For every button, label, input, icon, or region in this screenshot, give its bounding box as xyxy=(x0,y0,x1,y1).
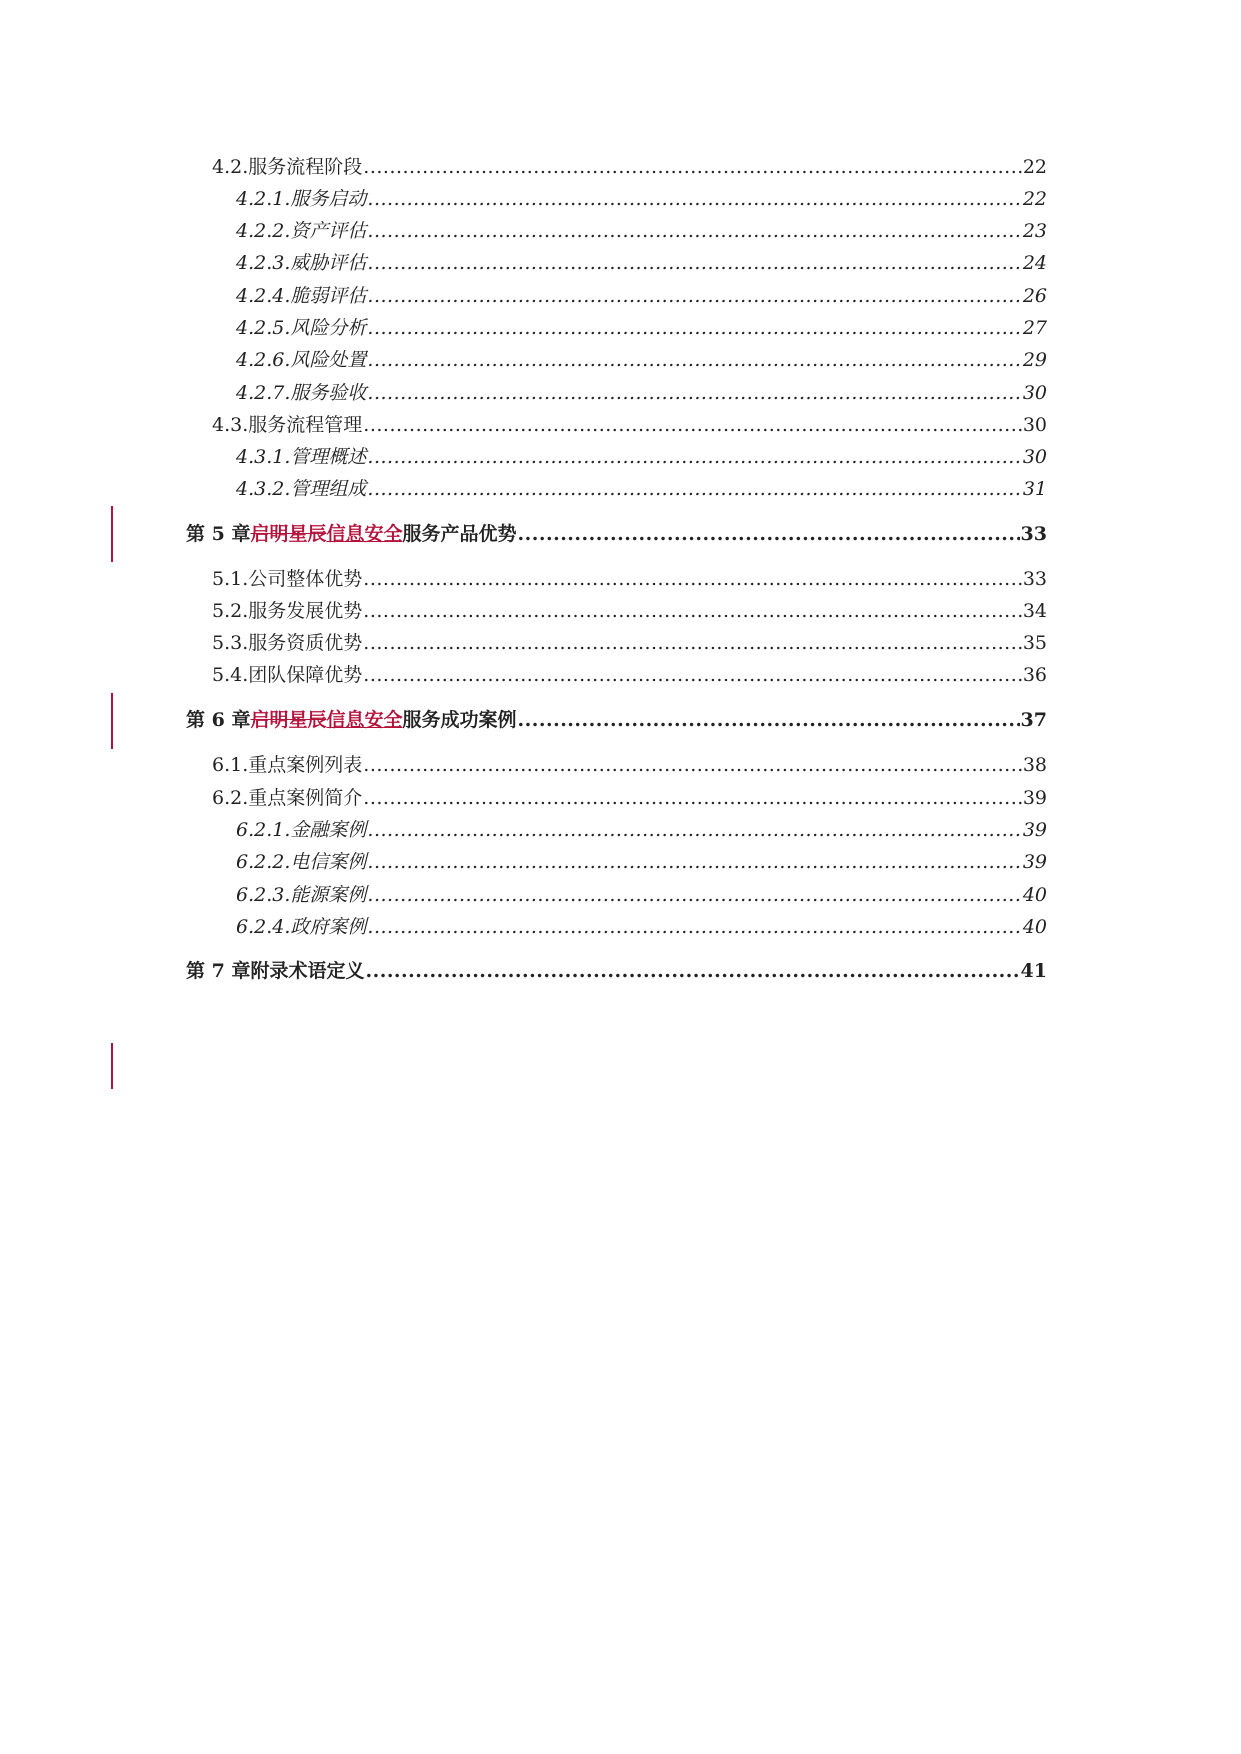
toc-entry-number: 6.2.4. xyxy=(236,916,291,938)
toc-entry-number: 6.2.1. xyxy=(236,819,291,841)
toc-entry-page: 39 xyxy=(1022,787,1047,809)
toc-entry-title: 资产评估 xyxy=(290,220,367,242)
revision-change-bar xyxy=(111,693,113,749)
deleted-text: 启明星辰 xyxy=(250,709,327,731)
toc-entry-number: 5.1. xyxy=(212,568,249,590)
toc-entry-number: 4.3. xyxy=(212,414,249,436)
toc-chapter-number: 第 7 章 xyxy=(186,960,251,982)
toc-leader-dots xyxy=(365,962,1019,981)
toc-entry-number: 4.2.4. xyxy=(236,285,291,307)
toc-entry[interactable] xyxy=(236,319,1047,338)
toc-entry-page: 39 xyxy=(1022,819,1047,841)
inserted-text: 信息安全 xyxy=(326,709,403,731)
toc-leader-dots xyxy=(367,222,1021,241)
toc-entry-title: 管理概述 xyxy=(290,446,367,468)
toc-entry-title: 团队保障优势 xyxy=(248,664,363,686)
toc-leader-dots xyxy=(367,853,1021,872)
toc-entry[interactable] xyxy=(236,222,1047,241)
toc-entry-title: 金融案例 xyxy=(290,819,367,841)
toc-entry-title: 能源案例 xyxy=(290,884,367,906)
toc-entry-page: 37 xyxy=(1020,709,1047,731)
toc-entry-number: 4.2.6. xyxy=(236,349,291,371)
toc-entry[interactable] xyxy=(236,351,1047,370)
toc-entry[interactable] xyxy=(212,416,1047,435)
toc-leader-dots xyxy=(363,158,1022,177)
toc-entry-page: 22 xyxy=(1022,156,1047,178)
toc-entry[interactable] xyxy=(212,756,1047,775)
toc-entry-title: 服务资质优势 xyxy=(248,632,363,654)
toc-entry-title: 重点案例简介 xyxy=(248,787,363,809)
toc-entry[interactable] xyxy=(236,384,1047,403)
toc-leader-dots xyxy=(367,886,1021,905)
toc-leader-dots xyxy=(367,480,1021,499)
toc-chapter-number: 第 6 章 xyxy=(186,709,251,731)
toc-leader-dots xyxy=(363,570,1022,589)
toc-leader-dots xyxy=(518,525,1020,544)
toc-leader-dots xyxy=(363,634,1022,653)
toc-entry-number: 4.2. xyxy=(212,156,249,178)
toc-entry-page: 22 xyxy=(1022,188,1047,210)
toc-entry-number: 4.2.7. xyxy=(236,382,291,404)
toc-chapter-number: 第 5 章 xyxy=(186,523,251,545)
toc-entry-number: 4.3.1. xyxy=(236,446,291,468)
toc-entry[interactable] xyxy=(236,853,1047,872)
toc-leader-dots xyxy=(367,254,1021,273)
toc-entry-page: 29 xyxy=(1022,349,1047,371)
toc-entry[interactable] xyxy=(212,634,1047,653)
toc-entry-page: 35 xyxy=(1022,632,1047,654)
toc-leader-dots xyxy=(367,821,1021,840)
toc-entry-number: 4.2.3. xyxy=(236,252,291,274)
revision-change-bar xyxy=(111,506,113,562)
toc-entry[interactable] xyxy=(236,480,1047,499)
toc-entry-title: 管理组成 xyxy=(290,478,367,500)
toc-entry-number: 4.3.2. xyxy=(236,478,291,500)
toc-leader-dots xyxy=(367,384,1021,403)
toc-entry-page: 26 xyxy=(1022,285,1047,307)
toc-leader-dots xyxy=(363,416,1022,435)
toc-leader-dots xyxy=(367,287,1021,306)
inserted-text: 信息安全 xyxy=(326,523,403,545)
toc-leader-dots xyxy=(363,789,1022,808)
toc-entry-page: 38 xyxy=(1022,754,1047,776)
toc-entry-number: 6.2.3. xyxy=(236,884,291,906)
revision-change-bar xyxy=(111,1043,113,1089)
toc-leader-dots xyxy=(518,711,1020,730)
toc-entry-page: 24 xyxy=(1022,252,1047,274)
toc-entry-page: 30 xyxy=(1022,446,1047,468)
toc-leader-dots xyxy=(363,756,1022,775)
toc-leader-dots xyxy=(363,602,1022,621)
toc-entry-number: 6.2. xyxy=(212,787,249,809)
toc-entry[interactable] xyxy=(212,570,1047,589)
toc-entry-number: 5.4. xyxy=(212,664,249,686)
toc-entry-page: 33 xyxy=(1022,568,1047,590)
toc-chapter-title xyxy=(250,525,516,544)
toc-entry-title: 电信案例 xyxy=(290,851,367,873)
toc-entry-title: 服务流程阶段 xyxy=(248,156,363,178)
toc-entry-page: 27 xyxy=(1022,317,1047,339)
toc-entry-number: 5.2. xyxy=(212,600,249,622)
toc-leader-dots xyxy=(367,351,1021,370)
toc-entry-page: 40 xyxy=(1022,916,1047,938)
toc-entry-page: 39 xyxy=(1022,851,1047,873)
toc-chapter-entry[interactable] xyxy=(186,525,1047,544)
toc-entry-title: 公司整体优势 xyxy=(248,568,363,590)
toc-chapter-title xyxy=(250,711,516,730)
toc-chapter-entry[interactable] xyxy=(186,711,1047,730)
toc-entry-page: 31 xyxy=(1022,478,1047,500)
toc-leader-dots xyxy=(363,666,1022,685)
toc-leader-dots xyxy=(367,918,1021,937)
toc-entry[interactable] xyxy=(236,918,1047,937)
toc-entry-number: 4.2.2. xyxy=(236,220,291,242)
toc-entry-page: 30 xyxy=(1022,382,1047,404)
toc-chapter-title: 附录术语定义 xyxy=(250,960,365,982)
toc-entry-title: 服务启动 xyxy=(290,188,367,210)
toc-leader-dots xyxy=(367,448,1021,467)
toc-entry-page: 40 xyxy=(1022,884,1047,906)
toc-entry[interactable] xyxy=(212,602,1047,621)
toc-entry-number: 5.3. xyxy=(212,632,249,654)
toc-entry-title: 服务流程管理 xyxy=(248,414,363,436)
toc-entry-title: 服务验收 xyxy=(290,382,367,404)
toc-entry[interactable] xyxy=(236,254,1047,273)
toc-entry-number: 4.2.5. xyxy=(236,317,291,339)
toc-leader-dots xyxy=(367,319,1021,338)
toc-entry-title: 风险处置 xyxy=(290,349,367,371)
toc-entry-title: 重点案例列表 xyxy=(248,754,363,776)
toc-entry-title: 政府案例 xyxy=(290,916,367,938)
toc-entry-page: 30 xyxy=(1022,414,1047,436)
toc-entry-page: 34 xyxy=(1022,600,1047,622)
toc-entry-number: 6.1. xyxy=(212,754,249,776)
toc-entry[interactable] xyxy=(236,448,1047,467)
toc-chapter-entry[interactable] xyxy=(186,962,1047,981)
toc-entry[interactable] xyxy=(236,190,1047,209)
chapter-title-text: 服务成功案例 xyxy=(402,709,517,731)
toc-entry-title: 服务发展优势 xyxy=(248,600,363,622)
toc-entry-page: 41 xyxy=(1020,960,1047,982)
deleted-text: 启明星辰 xyxy=(250,523,327,545)
toc-entry-title: 脆弱评估 xyxy=(290,285,367,307)
toc-entry[interactable] xyxy=(236,886,1047,905)
toc-entry[interactable] xyxy=(236,287,1047,306)
toc-entry[interactable] xyxy=(236,821,1047,840)
toc-entry-page: 23 xyxy=(1022,220,1047,242)
toc-entry[interactable] xyxy=(212,158,1047,177)
toc-entry[interactable] xyxy=(212,789,1047,808)
toc-entry[interactable] xyxy=(212,666,1047,685)
toc-entry-title: 风险分析 xyxy=(290,317,367,339)
chapter-title-text: 服务产品优势 xyxy=(402,523,517,545)
toc-entry-page: 36 xyxy=(1022,664,1047,686)
toc-entry-page: 33 xyxy=(1020,523,1047,545)
toc-entry-number: 6.2.2. xyxy=(236,851,291,873)
toc-entry-title: 威胁评估 xyxy=(290,252,367,274)
toc-entry-number: 4.2.1. xyxy=(236,188,291,210)
toc-leader-dots xyxy=(367,190,1021,209)
